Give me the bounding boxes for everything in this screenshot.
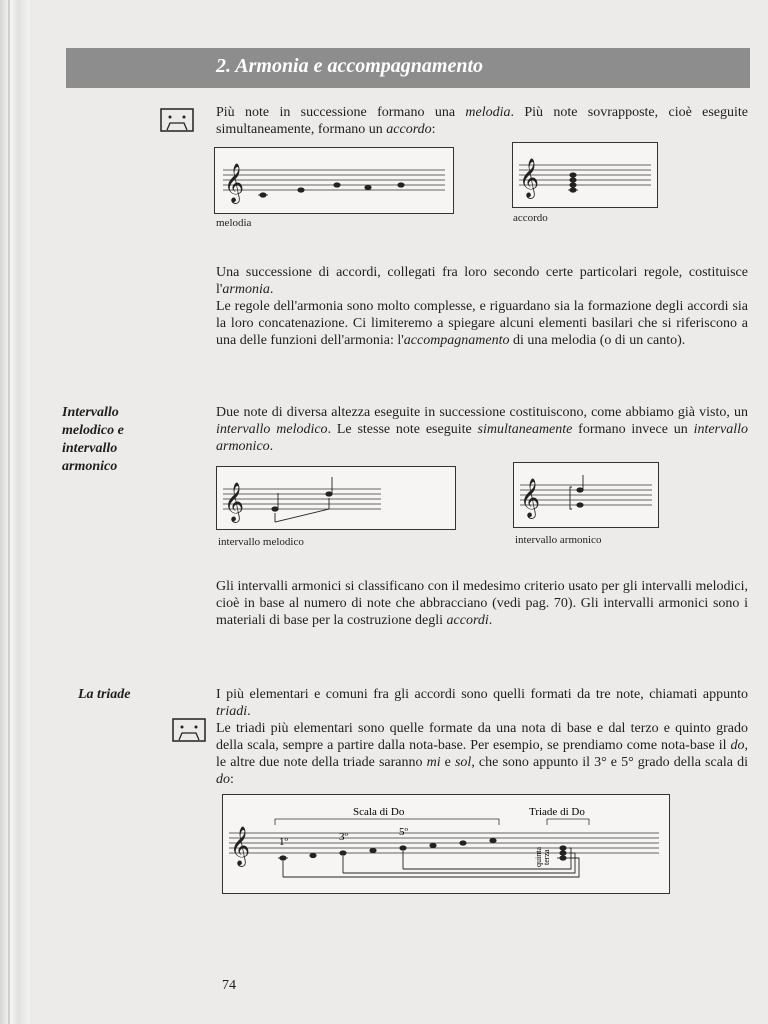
caption-intervallo-melodico: intervallo melodico [218, 536, 304, 548]
triade-label: Triade di Do [529, 806, 585, 818]
treble-clef-icon: 𝄞 [224, 163, 245, 203]
cassette-icon [160, 108, 194, 132]
caption-intervallo-armonico: intervallo armonico [515, 534, 602, 546]
triade-paragraph-1: I più elementari e comuni fra gli accordi sono quelli formati da tre note, chiamati appunto triadi. [216, 687, 748, 719]
terza-label: terza [542, 849, 551, 865]
caption-melodia: melodia [216, 217, 252, 229]
section-title-bar [66, 48, 750, 88]
armonia-paragraph: Una successione di accordi, collegati fra loro secondo certe particolari regole, costituisce l'armonia. Le regole dell'armonia sono molto complesse, e riguardano sia la formazione degli accordi sia la loro concatenazione. Ci limiteremo a spiegare alcuni elementi basilari che si riferiscono a una delle funzioni dell'armonia: l'accompagnamento di una melodia (o di un canto). [216, 265, 748, 348]
classifica-paragraph: Gli intervalli armonici si classificano con il medesimo criterio usato per gli intervalli melodici, cioè in base al numero di note che abbracciano (vedi pag. 70). Gli intervalli armonici sono i materiali di base per la costruzione degli accordi. [216, 579, 748, 628]
degree-3: 3º [339, 831, 348, 843]
side-label-intervallo: Intervallo melodico e intervallo armonico [62, 405, 124, 474]
book-spine [0, 0, 30, 1024]
chord-staff-example [512, 142, 658, 208]
intro-paragraph: Più note in successione formano una melodia. Più note sovrapposte, cioè eseguite simultaneamente, formano un accordo: [216, 105, 748, 137]
melody-staff-example [214, 147, 454, 214]
treble-clef-icon: 𝄞 [520, 478, 541, 518]
triade-paragraph-2: Le triadi più elementari sono quelle formate da una nota di base e dal terzo e quinto grado della scala, sempre a partire dalla nota-base. Per esempio, se prendiamo come nota-base il do, le altre due note della triade saranno mi e sol, che sono appunto il 3° e 5° grado della scala di do: [216, 721, 748, 787]
page-number: 74 [222, 978, 236, 993]
treble-clef-icon: 𝄞 [519, 158, 540, 198]
section-title: 2. Armonia e accompagnamento [216, 55, 484, 77]
scale-triad-staff [222, 794, 670, 894]
harmonic-interval-staff [513, 462, 659, 528]
scala-label: Scala di Do [353, 806, 405, 818]
intervallo-paragraph: Due note di diversa altezza eseguite in successione costituiscono, come abbiamo già visto, un intervallo melodico. Le stesse note eseguite simultaneamente formano invece un intervallo armonico. [216, 405, 748, 454]
caption-accordo: accordo [513, 212, 548, 224]
melodic-interval-staff [216, 466, 456, 530]
cassette-icon [172, 718, 206, 742]
side-label-triade: La triade [78, 687, 131, 702]
degree-5: 5º [399, 826, 408, 838]
treble-clef-icon: 𝄞 [224, 482, 245, 522]
degree-1: 1º [279, 836, 288, 848]
quinta-label: quinta [534, 847, 543, 867]
treble-clef-icon: 𝄞 [230, 826, 251, 866]
